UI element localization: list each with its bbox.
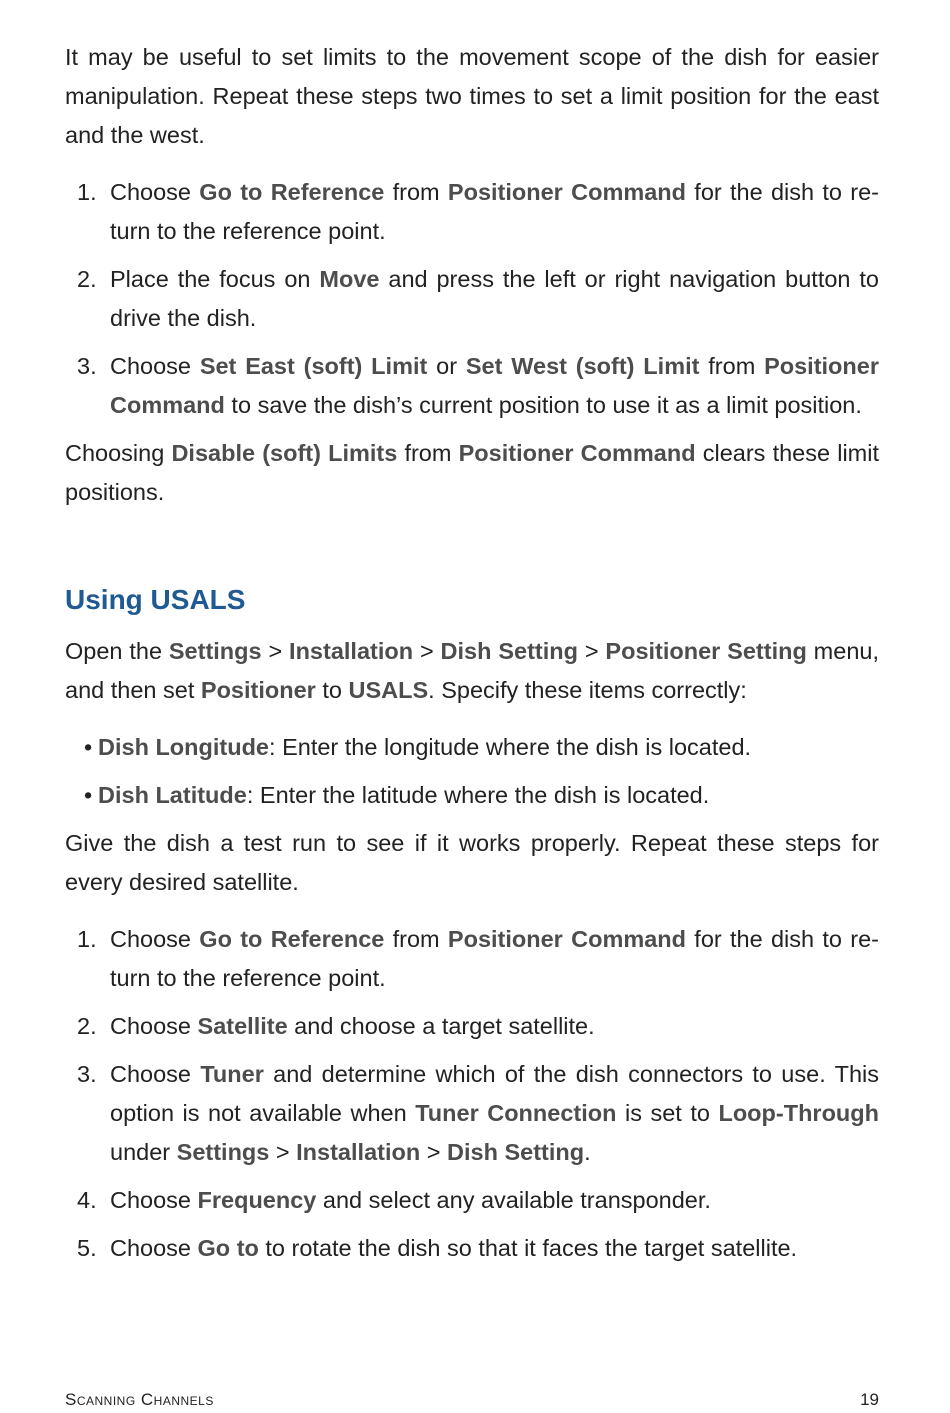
- limit-steps-list: [65, 173, 879, 425]
- menu-term: Installation: [289, 638, 414, 664]
- menu-term: Tuner: [200, 1061, 264, 1087]
- menu-term: Settings: [168, 638, 262, 664]
- open-settings-paragraph: Open the Settings > Installation > Dish Setting > Positioner Setting menu, and then set Positioner to USALS. Specify these items correctly:: [65, 638, 879, 703]
- menu-term: Set East (soft) Limit: [199, 353, 428, 379]
- menu-term: Positioner Command: [447, 926, 687, 952]
- list-item: 5. Choose Go to to rotate the dish so that it faces the target satellite.: [65, 1229, 879, 1268]
- intro-paragraph: It may be useful to set limits to the movement scope of the dish for easier manipulation. Repeat these steps two times to set a limit position for the east and the west.: [65, 44, 879, 148]
- menu-term: Positioner Setting: [605, 638, 807, 664]
- menu-term: Satellite: [197, 1013, 288, 1039]
- menu-term: Positioner: [200, 677, 316, 703]
- menu-term: Dish Longitude: [98, 734, 270, 760]
- list-item: • Dish Longitude: Enter the longitude where the dish is located.: [65, 728, 879, 767]
- menu-term: Positioner Command: [110, 353, 879, 418]
- menu-term: Dish Latitude: [98, 782, 247, 808]
- menu-term: Go to: [197, 1235, 259, 1261]
- bullet-icon: •: [84, 782, 93, 808]
- footer-section-title: Scanning Channels: [65, 1390, 214, 1409]
- page-number: 19: [860, 1390, 879, 1409]
- menu-term: Dish Setting: [440, 638, 578, 664]
- step-number: 3.: [77, 353, 97, 379]
- menu-term: Settings: [176, 1139, 270, 1165]
- usals-items-list: [65, 728, 879, 815]
- menu-term: Frequency: [197, 1187, 317, 1213]
- menu-term: USALS: [348, 677, 429, 703]
- step-number: 3.: [77, 1061, 97, 1087]
- section-heading: Using USALS: [65, 584, 246, 615]
- usals-steps-list: [65, 920, 879, 1268]
- step-number: 5.: [77, 1235, 97, 1261]
- menu-term: Installation: [296, 1139, 421, 1165]
- menu-term: Dish Setting: [447, 1139, 585, 1165]
- bullet-icon: •: [84, 734, 93, 760]
- step-number: 2.: [77, 266, 97, 292]
- list-item: 4. Choose Frequency and select any available transponder.: [65, 1181, 879, 1220]
- test-run-paragraph: Give the dish a test run to see if it works properly. Repeat these steps for every desired satellite.: [65, 830, 879, 895]
- menu-term: Set West (soft) Limit: [465, 353, 700, 379]
- list-item: 1. Choose Go to Reference from Positioner Command for the dish to re-turn to the reference point.: [65, 920, 879, 998]
- menu-term: Go to Reference: [199, 179, 385, 205]
- list-item: 3. Choose Set East (soft) Limit or Set West (soft) Limit from Positioner Command to save the dish’s current position to use it as a limit position.: [65, 347, 879, 425]
- step-number: 2.: [77, 1013, 97, 1039]
- menu-term: Disable (soft) Limits: [171, 440, 398, 466]
- step-number: 1.: [77, 179, 97, 205]
- list-item: 2. Choose Satellite and choose a target satellite.: [65, 1007, 879, 1046]
- menu-term: Loop-Through: [718, 1100, 879, 1126]
- menu-term: Go to Reference: [199, 926, 385, 952]
- page-content: [65, 38, 879, 1277]
- menu-term: Tuner Connection: [415, 1100, 617, 1126]
- step-number: 4.: [77, 1187, 97, 1213]
- list-item: 2. Place the focus on Move and press the left or right navigation button to drive the dish.: [65, 260, 879, 338]
- list-item: 1. Choose Go to Reference from Positioner Command for the dish to re-turn to the reference point.: [65, 173, 879, 251]
- step-number: 1.: [77, 926, 97, 952]
- list-item: • Dish Latitude: Enter the latitude where the dish is located.: [65, 776, 879, 815]
- menu-term: Positioner Command: [447, 179, 687, 205]
- menu-term: Move: [319, 266, 380, 292]
- menu-term: Positioner Command: [458, 440, 696, 466]
- clear-limits-paragraph: Choosing Disable (soft) Limits from Positioner Command clears these limit positions.: [65, 440, 879, 505]
- list-item: 3. Choose Tuner and determine which of the dish connectors to use. This option is not available when Tuner Connection is set to Loop-Through under Settings > Installation > Dish Setting.: [65, 1055, 879, 1172]
